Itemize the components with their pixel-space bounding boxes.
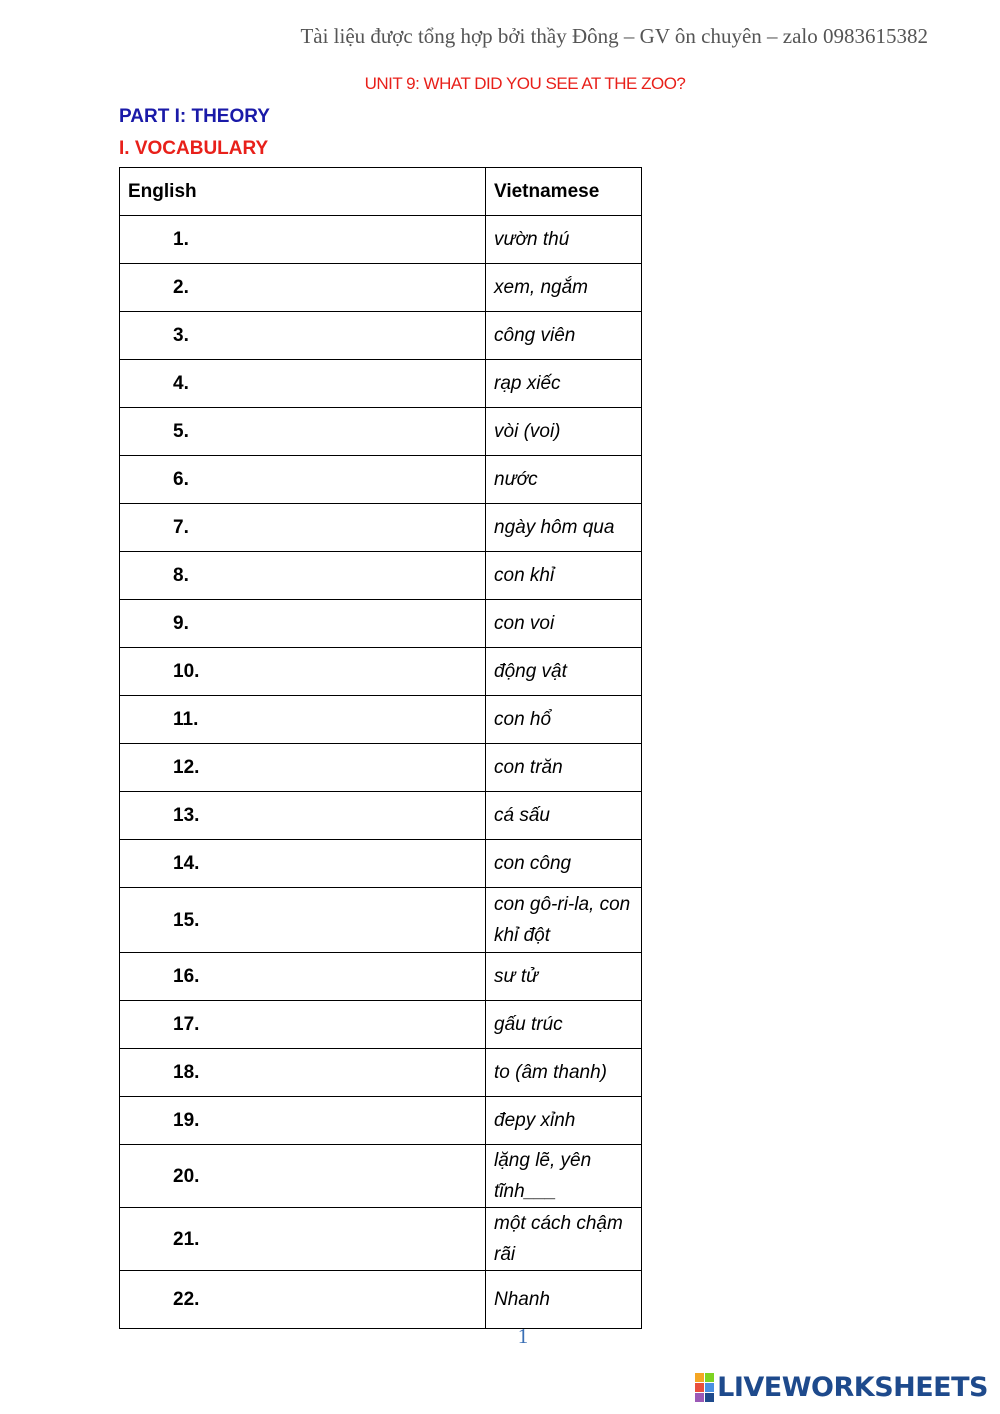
liveworksheets-logo-text: LIVEWORKSHEETS bbox=[717, 1372, 988, 1403]
table-header-row bbox=[120, 168, 642, 216]
unit-title: UNIT 9: WHAT DID YOU SEE AT THE ZOO? bbox=[364, 74, 686, 93]
header-note: Tài liệu được tổng hợp bởi thầy Đông – GV ôn chuyên – zalo 0983615382 bbox=[300, 24, 928, 48]
table-row bbox=[120, 792, 642, 840]
english-cell[interactable]: 21. bbox=[120, 1208, 486, 1271]
page-number: 1 bbox=[517, 1324, 529, 1348]
english-cell[interactable]: 18. bbox=[120, 1049, 486, 1097]
liveworksheets-logo-icon bbox=[695, 1373, 714, 1402]
column-header-english: English bbox=[120, 168, 486, 216]
vietnamese-cell: con khỉ bbox=[486, 552, 642, 600]
english-cell[interactable]: 3. bbox=[120, 312, 486, 360]
english-cell[interactable]: 1. bbox=[120, 216, 486, 264]
vietnamese-cell: lặng lẽ, yên tĩnh___ bbox=[486, 1145, 642, 1208]
vietnamese-cell: con hổ bbox=[486, 696, 642, 744]
section-heading: I. VOCABULARY bbox=[119, 138, 269, 159]
table-row bbox=[120, 1001, 642, 1049]
table-row bbox=[120, 888, 642, 953]
english-cell[interactable]: 5. bbox=[120, 408, 486, 456]
table-row bbox=[120, 1097, 642, 1145]
vietnamese-cell: gấu trúc bbox=[486, 1001, 642, 1049]
table-row bbox=[120, 552, 642, 600]
vietnamese-cell: Nhanh bbox=[486, 1271, 642, 1329]
vietnamese-cell: to (âm thanh) bbox=[486, 1049, 642, 1097]
english-cell[interactable]: 13. bbox=[120, 792, 486, 840]
vocabulary-table bbox=[119, 167, 642, 1329]
vietnamese-cell: rạp xiếc bbox=[486, 360, 642, 408]
vietnamese-cell: xem, ngắm bbox=[486, 264, 642, 312]
english-cell[interactable]: 8. bbox=[120, 552, 486, 600]
table-row bbox=[120, 504, 642, 552]
english-cell[interactable]: 9. bbox=[120, 600, 486, 648]
table-row bbox=[120, 312, 642, 360]
table-row bbox=[120, 360, 642, 408]
vietnamese-cell: nước bbox=[486, 456, 642, 504]
english-cell[interactable]: 20. bbox=[120, 1145, 486, 1208]
table-row bbox=[120, 408, 642, 456]
table-row bbox=[120, 1271, 642, 1329]
vietnamese-cell: một cách chậm rãi bbox=[486, 1208, 642, 1271]
english-cell[interactable]: 4. bbox=[120, 360, 486, 408]
table-row bbox=[120, 216, 642, 264]
english-cell[interactable]: 11. bbox=[120, 696, 486, 744]
table-row bbox=[120, 696, 642, 744]
vietnamese-cell: cá sấu bbox=[486, 792, 642, 840]
table-row bbox=[120, 648, 642, 696]
vietnamese-cell: đepy xỉnh bbox=[486, 1097, 642, 1145]
english-cell[interactable]: 19. bbox=[120, 1097, 486, 1145]
english-cell[interactable]: 14. bbox=[120, 840, 486, 888]
english-cell[interactable]: 22. bbox=[120, 1271, 486, 1329]
vietnamese-cell: con công bbox=[486, 840, 642, 888]
column-header-vietnamese: Vietnamese bbox=[486, 168, 642, 216]
english-cell[interactable]: 16. bbox=[120, 953, 486, 1001]
part-heading: PART I: THEORY bbox=[119, 106, 270, 127]
english-cell[interactable]: 7. bbox=[120, 504, 486, 552]
english-cell[interactable]: 10. bbox=[120, 648, 486, 696]
vietnamese-cell: động vật bbox=[486, 648, 642, 696]
vietnamese-cell: con voi bbox=[486, 600, 642, 648]
table-row bbox=[120, 953, 642, 1001]
english-cell[interactable]: 17. bbox=[120, 1001, 486, 1049]
table-row bbox=[120, 1145, 642, 1208]
vietnamese-cell: vườn thú bbox=[486, 216, 642, 264]
table-row bbox=[120, 600, 642, 648]
table-row bbox=[120, 840, 642, 888]
english-cell[interactable]: 12. bbox=[120, 744, 486, 792]
english-cell[interactable]: 6. bbox=[120, 456, 486, 504]
table-row bbox=[120, 456, 642, 504]
english-cell[interactable]: 2. bbox=[120, 264, 486, 312]
table-row bbox=[120, 264, 642, 312]
vietnamese-cell: công viên bbox=[486, 312, 642, 360]
vietnamese-cell: con gô-ri-la, con khỉ đột bbox=[486, 888, 642, 953]
table-row bbox=[120, 744, 642, 792]
english-cell[interactable]: 15. bbox=[120, 888, 486, 953]
liveworksheets-logo[interactable] bbox=[695, 1372, 988, 1403]
vietnamese-cell: sư tử bbox=[486, 953, 642, 1001]
vietnamese-cell: ngày hôm qua bbox=[486, 504, 642, 552]
table-row bbox=[120, 1049, 642, 1097]
table-row bbox=[120, 1208, 642, 1271]
vietnamese-cell: con trăn bbox=[486, 744, 642, 792]
vietnamese-cell: vòi (voi) bbox=[486, 408, 642, 456]
